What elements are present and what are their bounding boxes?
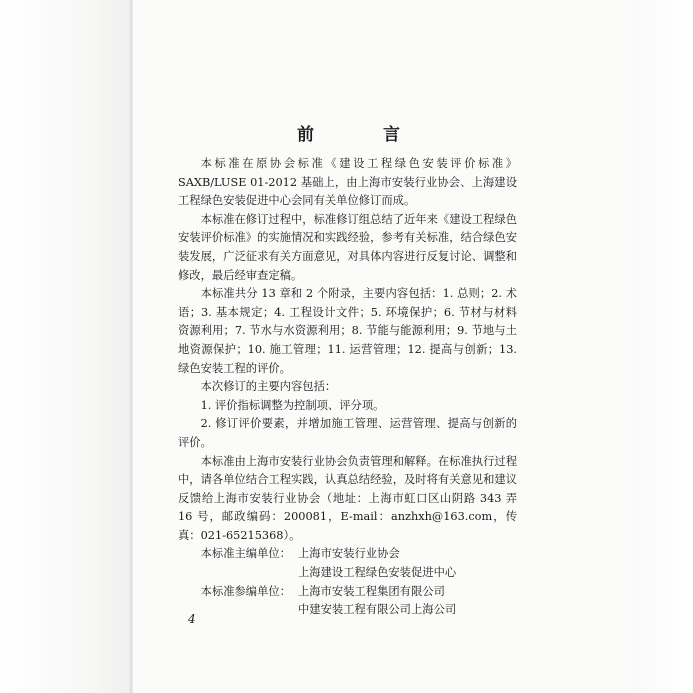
chief-editor-unit-1: 上海市安装行业协会 <box>298 547 400 561</box>
page-title: 前 言 <box>297 125 426 145</box>
chief-editor-row-2 <box>178 564 517 583</box>
paragraph-revision-process: 本标准在修订过程中，标准修订组总结了近年来《建设工程绿色安装评价标准》的实施情况和实践经验，参考有关标准，结合绿色安装发展，广泛征求有关方面意见，对具体内容进行反复讨论、调整和修改，最后经审查定稿。 <box>178 212 517 282</box>
chief-editor-label: 本标准主编单位： <box>200 547 291 561</box>
page-left-margin <box>0 0 130 693</box>
paragraph-revision-item-2: 2. 修订评价要素，并增加施工管理、运营管理、提高与创新的评价。 <box>178 417 517 449</box>
participant-unit-2: 中建安装工程有限公司上海公司 <box>298 603 457 617</box>
chief-editor-unit-2: 上海建设工程绿色安装促进中心 <box>298 566 457 580</box>
paragraph-administration: 本标准由上海市安装行业协会负责管理和解释。在标准执行过程中，请各单位结合工程实践，认真总结经验，及时将有关意见和建议反馈给上海市安装行业协会（地址：上海市虹口区山阴路 343 弄 16 号，邮政编码：200081，E-mail：anzhxh@163.com，传真：021-65215368）。 <box>178 454 517 542</box>
chief-editor-row <box>178 545 517 564</box>
page-fold-shadow <box>130 0 133 693</box>
paragraph-revision-item-1: 1. 评价指标调整为控制项、评分项。 <box>200 398 385 412</box>
participant-row-2 <box>178 601 517 620</box>
page-number: 4 <box>188 612 196 626</box>
paragraph-basis: 本标准在原协会标准《建设工程绿色安装评价标准》SAXB/LUSE 01-2012 基础上，由上海市安装行业协会、上海建设工程绿色安装促进中心会同有关单位修订而成。 <box>178 157 517 208</box>
paragraph-contents: 本标准共分 13 章和 2 个附录，主要内容包括：1. 总则；2. 术语；3. 基本规定；4. 工程设计文件；5. 环境保护；6. 节材与材料资源利用；7. 节水与水资源利用；8. 节能与能源利用；9. 节地与土地资源保护；10. 施工管理；11. 运营管理；12. 提高与创新；13. 绿色安装工程的评价。 <box>178 287 517 375</box>
preface-body <box>178 155 517 620</box>
participant-unit-1: 上海市安装工程集团有限公司 <box>298 584 445 598</box>
participant-row <box>178 583 517 602</box>
paragraph-revision-intro: 本次修订的主要内容包括： <box>200 380 337 394</box>
participants-label: 本标准参编单位： <box>200 584 291 598</box>
page-right-margin <box>633 0 693 693</box>
